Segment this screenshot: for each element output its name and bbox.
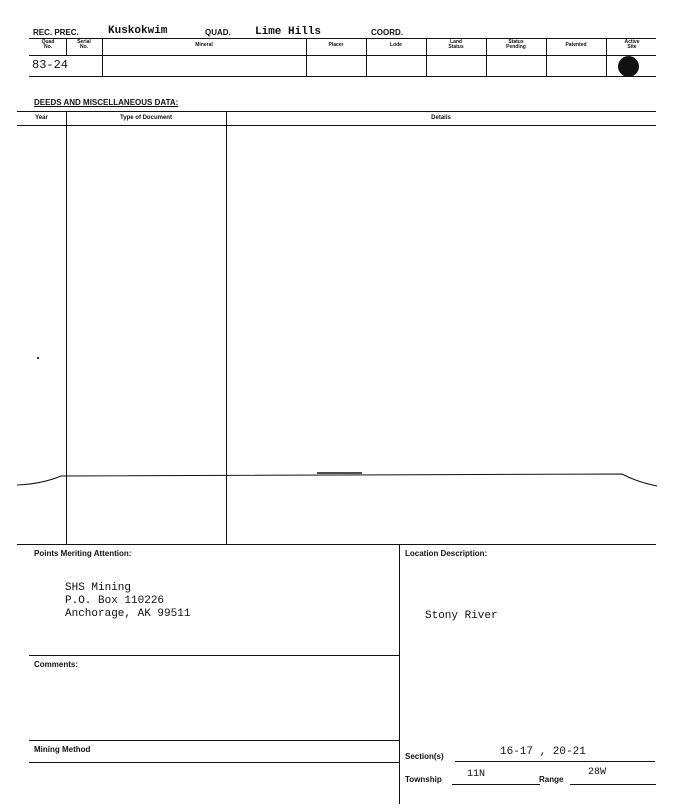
- deeds-col-year: Year: [35, 115, 48, 121]
- section-label: Section(s): [405, 752, 444, 761]
- mining-method-label: Mining Method: [34, 745, 91, 754]
- quad-no-value: 83-24: [32, 58, 69, 72]
- stray-mark: [37, 357, 39, 359]
- comments-label: Comments:: [34, 660, 79, 669]
- lower-section-divider: [399, 544, 400, 804]
- section-value: 16-17 , 20-21: [500, 746, 586, 758]
- comments-rule: [29, 655, 399, 656]
- col-status-pending: Status Pending: [506, 39, 526, 50]
- col-land-status: Land Status: [448, 39, 464, 50]
- points-meriting-attention-label: Points Meriting Attention:: [34, 549, 132, 558]
- location-description-value: Stony River: [425, 610, 498, 622]
- active-site-filled-dot-icon: [618, 56, 639, 77]
- address-block: [65, 582, 190, 621]
- quad-value: Lime Hills: [255, 26, 322, 38]
- col-placer: Placer: [328, 42, 344, 48]
- deeds-title: DEEDS AND MISCELLANEOUS DATA:: [34, 98, 179, 107]
- col-active-site: Active Site: [624, 39, 640, 50]
- col-quad-no: Quad No.: [41, 39, 55, 50]
- range-label: Range: [539, 775, 564, 784]
- mining-method-bottom-rule: [29, 762, 399, 763]
- range-underline: [570, 784, 656, 785]
- range-value: 28W: [588, 767, 607, 778]
- township-label: Township: [405, 775, 442, 784]
- deeds-col-type: Type of Document: [120, 115, 172, 121]
- deeds-col-details: Details: [431, 115, 451, 121]
- col-patented: Patented: [565, 42, 587, 48]
- coord-label: COORD.: [371, 28, 403, 37]
- township-value: 11N: [467, 769, 486, 780]
- township-underline: [452, 784, 540, 785]
- quad-label: QUAD.: [205, 28, 231, 37]
- address-line-3: Anchorage, AK 99511: [65, 608, 191, 620]
- col-lode: Lode: [390, 42, 402, 48]
- section-underline: [455, 761, 655, 762]
- col-mineral: Mineral: [195, 42, 213, 48]
- location-description-label: Location Description:: [405, 549, 488, 558]
- col-serial-no: Serial No.: [77, 39, 91, 50]
- address-line-2: P.O. Box 110226: [65, 595, 165, 607]
- mining-method-rule: [29, 740, 399, 741]
- lower-section-top-rule: [17, 544, 656, 545]
- rec-prec-value: Kuskokwim: [108, 25, 168, 37]
- fold-line: [17, 462, 659, 492]
- rec-prec-label: REC. PREC.: [33, 28, 79, 37]
- address-line-1: SHS Mining: [65, 582, 132, 594]
